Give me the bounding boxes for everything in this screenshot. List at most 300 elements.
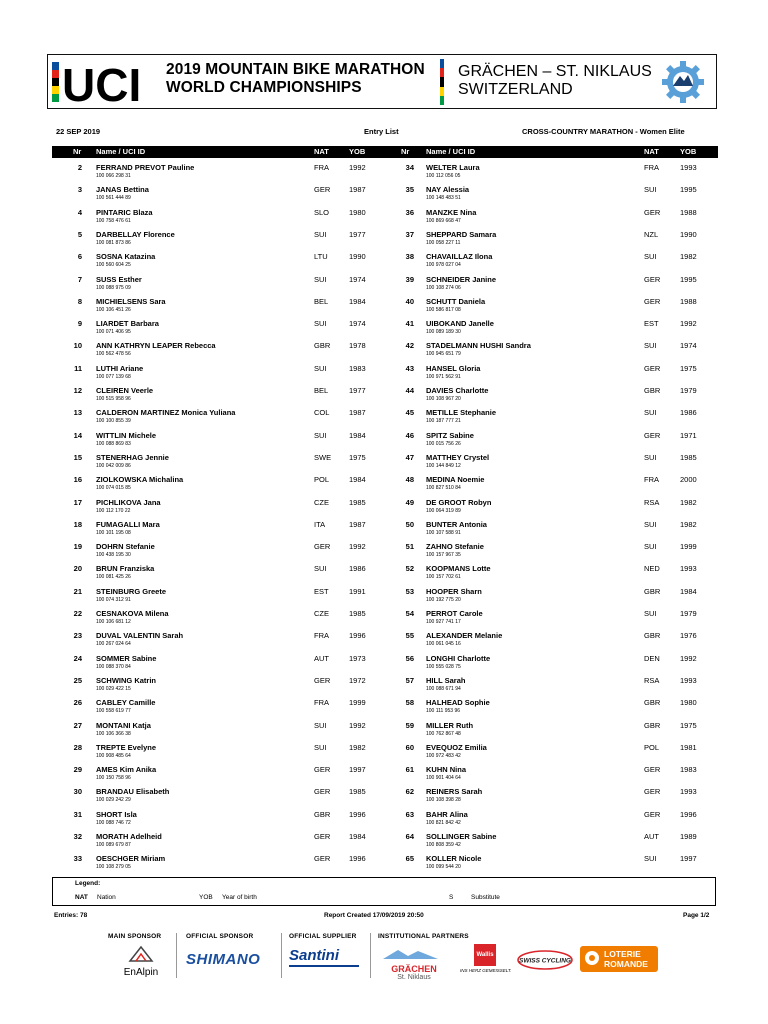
table-row bbox=[0, 784, 768, 806]
entry-number: 37 bbox=[405, 229, 414, 239]
uci-id: 100 099 544 20 bbox=[426, 864, 461, 871]
year-of-birth: 1984 bbox=[349, 296, 366, 306]
rider-name: UIBOKAND Janelle bbox=[426, 319, 494, 329]
year-of-birth: 1974 bbox=[349, 274, 366, 284]
institutional-partners-heading: INSTITUTIONAL PARTNERS bbox=[378, 933, 469, 940]
entry-number: 6 bbox=[77, 252, 82, 262]
rider-name: MEDINA Noemie bbox=[426, 475, 485, 485]
entry-number: 50 bbox=[405, 519, 414, 529]
uci-id: 100 064 319 89 bbox=[426, 507, 461, 514]
year-of-birth: 1984 bbox=[349, 430, 366, 440]
legend-box bbox=[52, 877, 716, 906]
year-of-birth: 1989 bbox=[680, 832, 697, 841]
entry-number: 29 bbox=[73, 765, 82, 775]
year-of-birth: 1973 bbox=[349, 653, 366, 663]
nation: SUI bbox=[644, 341, 657, 351]
nation: GER bbox=[644, 296, 661, 306]
uci-id: 100 106 451 26 bbox=[96, 306, 131, 313]
year-of-birth: 1977 bbox=[349, 386, 366, 395]
entry-number: 18 bbox=[73, 519, 82, 529]
uci-id: 100 586 817 08 bbox=[426, 306, 461, 313]
rider-name: TREPTE Evelyne bbox=[96, 742, 157, 752]
rider-name: DUVAL VALENTIN Sarah bbox=[96, 631, 184, 641]
uci-id: 100 107 588 91 bbox=[426, 529, 461, 536]
uci-id: 100 187 777 21 bbox=[426, 418, 461, 425]
uci-id: 100 077 139 68 bbox=[96, 373, 131, 380]
col-nr: Nr bbox=[401, 147, 410, 156]
entry-number: 3 bbox=[77, 185, 82, 195]
entry-number: 64 bbox=[405, 832, 414, 841]
uci-id: 100 108 274 06 bbox=[426, 284, 461, 291]
uci-id: 100 015 756 26 bbox=[426, 440, 461, 447]
table-row bbox=[0, 517, 768, 539]
nation: GBR bbox=[644, 698, 661, 708]
nation: SUI bbox=[644, 408, 657, 418]
year-of-birth: 1983 bbox=[680, 765, 697, 775]
uci-id: 100 927 741 17 bbox=[426, 619, 461, 625]
nation: GER bbox=[644, 363, 661, 373]
entry-number: 7 bbox=[77, 274, 82, 284]
rider-name: MILLER Ruth bbox=[426, 720, 474, 730]
uci-id: 100 901 404 64 bbox=[426, 775, 461, 782]
rider-name: ZAHNO Stefanie bbox=[426, 542, 484, 552]
rider-name: BAHR Alina bbox=[426, 809, 468, 819]
rider-name: HOOPER Sharn bbox=[426, 586, 482, 596]
year-of-birth: 1993 bbox=[680, 787, 697, 797]
year-of-birth: 1993 bbox=[680, 163, 697, 172]
nation: SUI bbox=[314, 274, 327, 284]
rider-name: SOLLINGER Sabine bbox=[426, 832, 497, 841]
rider-name: MONTANI Katja bbox=[96, 720, 151, 730]
entry-number: 33 bbox=[73, 854, 82, 864]
entry-number: 8 bbox=[77, 296, 82, 306]
nation: SUI bbox=[644, 185, 657, 195]
rider-name: WELTER Laura bbox=[426, 163, 480, 172]
year-of-birth: 1986 bbox=[680, 408, 697, 418]
rider-name: CALDERON MARTINEZ Monica Yuliana bbox=[96, 408, 236, 418]
uci-id: 100 088 869 83 bbox=[96, 440, 131, 447]
uci-id: 100 112 170 22 bbox=[96, 507, 131, 514]
rider-name: MICHIELSENS Sara bbox=[96, 296, 166, 306]
championship-title-line2: WORLD CHAMPIONSHIPS bbox=[166, 79, 362, 96]
table-row bbox=[0, 316, 768, 338]
grachen-subtext: St. Niklaus bbox=[397, 974, 431, 981]
year-of-birth: 1984 bbox=[349, 475, 366, 485]
entry-number: 2 bbox=[77, 163, 82, 172]
year-of-birth: 1990 bbox=[680, 229, 697, 239]
entry-number: 65 bbox=[405, 854, 414, 864]
report-created: Report Created 17/09/2019 20:50 bbox=[324, 912, 424, 919]
rider-name: HILL Sarah bbox=[426, 675, 466, 685]
entry-number: 14 bbox=[73, 430, 82, 440]
entry-number: 31 bbox=[73, 809, 82, 819]
nation: LTU bbox=[314, 252, 328, 262]
rider-name: HALHEAD Sophie bbox=[426, 698, 490, 708]
entry-number: 52 bbox=[405, 564, 414, 574]
rider-name: PERROT Carole bbox=[426, 609, 483, 618]
entry-number: 63 bbox=[405, 809, 414, 819]
championship-title bbox=[166, 61, 425, 97]
nation: FRA bbox=[314, 631, 329, 641]
nation: NED bbox=[644, 564, 660, 574]
year-of-birth: 1996 bbox=[349, 854, 366, 864]
rider-name: MANZKE Nina bbox=[426, 207, 477, 217]
year-of-birth: 1983 bbox=[349, 363, 366, 373]
rider-name: MORATH Adelheid bbox=[96, 832, 162, 841]
table-row bbox=[0, 160, 768, 182]
official-sponsor-heading: OFFICIAL SPONSOR bbox=[186, 933, 254, 940]
loterie-circle-icon bbox=[585, 951, 599, 965]
nation: SUI bbox=[644, 609, 657, 618]
uci-id: 100 088 370 84 bbox=[96, 663, 131, 670]
entry-number: 36 bbox=[405, 207, 414, 217]
table-row bbox=[0, 205, 768, 227]
col-nat: NAT bbox=[314, 147, 329, 156]
legend-s-text: Substitute bbox=[471, 894, 500, 901]
nation: GBR bbox=[644, 720, 661, 730]
nation: GER bbox=[314, 675, 331, 685]
uci-id: 100 821 842 42 bbox=[426, 819, 461, 826]
nation: CZE bbox=[314, 609, 329, 618]
legend-title: Legend: bbox=[75, 880, 101, 887]
uci-id: 100 762 867 48 bbox=[426, 730, 461, 737]
legend-nat-code: NAT bbox=[75, 894, 88, 901]
table-row bbox=[0, 338, 768, 360]
year-of-birth: 1975 bbox=[680, 720, 697, 730]
year-of-birth: 1974 bbox=[680, 341, 697, 351]
main-sponsor-heading: MAIN SPONSOR bbox=[108, 933, 162, 940]
col-name: Name / UCI ID bbox=[96, 147, 146, 156]
wallis-logo bbox=[460, 944, 512, 978]
rider-name: CHAVAILLAZ Ilona bbox=[426, 252, 493, 262]
uci-id: 100 106 366 38 bbox=[96, 730, 131, 737]
uci-id: 100 561 444 89 bbox=[96, 195, 131, 202]
rider-name: MATTHEY Crystel bbox=[426, 452, 490, 462]
sponsor-divider bbox=[370, 933, 371, 978]
nation: FRA bbox=[644, 163, 659, 172]
table-row bbox=[0, 294, 768, 316]
nation: RSA bbox=[644, 497, 660, 507]
rider-name: STENERHAG Jennie bbox=[96, 452, 169, 462]
loterie-romande-logo bbox=[580, 946, 658, 972]
uci-id: 100 042 009 86 bbox=[96, 462, 131, 469]
uci-id: 100 808 359 42 bbox=[426, 842, 461, 848]
entry-number: 46 bbox=[405, 430, 414, 440]
table-row bbox=[0, 762, 768, 784]
uci-id: 100 945 651 79 bbox=[426, 351, 461, 358]
year-of-birth: 1981 bbox=[680, 742, 697, 752]
rainbow-stripe bbox=[440, 59, 444, 105]
table-row bbox=[0, 361, 768, 383]
nation: GER bbox=[644, 207, 661, 217]
entry-number: 12 bbox=[73, 386, 82, 395]
entry-number: 9 bbox=[77, 319, 82, 329]
nation: GBR bbox=[314, 341, 331, 351]
entry-number: 55 bbox=[405, 631, 414, 641]
nation: SUI bbox=[314, 430, 327, 440]
uci-id: 100 081 873 86 bbox=[96, 239, 131, 246]
year-of-birth: 1974 bbox=[349, 319, 366, 329]
col-yob: YOB bbox=[349, 147, 366, 156]
uci-logo bbox=[52, 60, 160, 104]
rider-name: WITTLIN Michele bbox=[96, 430, 156, 440]
table-row bbox=[0, 472, 768, 494]
table-row bbox=[0, 695, 768, 717]
swiss-cycling-ring-icon bbox=[516, 950, 574, 970]
nation: GER bbox=[314, 787, 331, 797]
year-of-birth: 1971 bbox=[680, 430, 697, 440]
event-banner bbox=[47, 54, 717, 109]
uci-id: 100 071 406 95 bbox=[96, 329, 131, 336]
entry-number: 47 bbox=[405, 452, 414, 462]
wallis-slogan: INS HERZ GEMEISSELT. bbox=[460, 968, 512, 973]
nation: GER bbox=[314, 542, 331, 552]
championship-title-line1: 2019 MOUNTAIN BIKE MARATHON bbox=[166, 61, 425, 78]
uci-id: 100 869 668 47 bbox=[426, 217, 461, 224]
uci-id: 100 148 483 51 bbox=[426, 195, 461, 202]
year-of-birth: 1999 bbox=[680, 542, 697, 552]
entry-number: 49 bbox=[405, 497, 414, 507]
entry-number: 38 bbox=[405, 252, 414, 262]
entry-number: 32 bbox=[73, 832, 82, 841]
entry-number: 17 bbox=[73, 497, 82, 507]
entry-number: 4 bbox=[77, 207, 82, 217]
uci-id: 100 157 967 35 bbox=[426, 552, 461, 559]
nation: CZE bbox=[314, 497, 329, 507]
uci-id: 100 112 056 05 bbox=[426, 173, 461, 179]
rider-name: SHORT Isla bbox=[96, 809, 137, 819]
nation: FRA bbox=[314, 163, 329, 172]
uci-id: 100 089 679 87 bbox=[96, 842, 131, 848]
uci-id: 100 192 775 20 bbox=[426, 596, 461, 603]
entry-number: 27 bbox=[73, 720, 82, 730]
uci-id: 100 029 242 29 bbox=[96, 797, 131, 804]
uci-id: 100 074 312 91 bbox=[96, 596, 131, 603]
table-row bbox=[0, 539, 768, 561]
nation: GBR bbox=[644, 631, 661, 641]
entry-number: 25 bbox=[73, 675, 82, 685]
col-yob: YOB bbox=[680, 147, 697, 156]
nation: GER bbox=[644, 787, 661, 797]
nation: SUI bbox=[314, 319, 327, 329]
table-row bbox=[0, 405, 768, 427]
rider-name: ALEXANDER Melanie bbox=[426, 631, 503, 641]
year-of-birth: 1982 bbox=[680, 497, 697, 507]
rider-name: LIARDET Barbara bbox=[96, 319, 159, 329]
page-number: Page 1/2 bbox=[683, 912, 710, 919]
legend-nat-text: Nation bbox=[97, 894, 116, 901]
entry-number: 20 bbox=[73, 564, 82, 574]
year-of-birth: 1988 bbox=[680, 207, 697, 217]
table-row bbox=[0, 651, 768, 673]
col-nr: Nr bbox=[73, 147, 82, 156]
entry-number: 10 bbox=[73, 341, 82, 351]
legend-yob-code: YOB bbox=[199, 894, 213, 901]
nation: GER bbox=[644, 765, 661, 775]
entries-count: Entries: 78 bbox=[54, 912, 88, 919]
entry-number: 57 bbox=[405, 675, 414, 685]
nation: COL bbox=[314, 408, 330, 418]
official-supplier-heading: OFFICIAL SUPPLIER bbox=[289, 933, 357, 940]
year-of-birth: 1982 bbox=[680, 252, 697, 262]
rider-name: BUNTER Antonia bbox=[426, 519, 487, 529]
nation: SUI bbox=[314, 229, 327, 239]
year-of-birth: 1996 bbox=[349, 631, 366, 641]
year-of-birth: 1979 bbox=[680, 386, 697, 395]
col-name: Name / UCI ID bbox=[426, 147, 476, 156]
santini-text: Santini bbox=[289, 947, 340, 964]
rider-name: KUHN Nina bbox=[426, 765, 467, 775]
uci-id: 100 111 953 96 bbox=[426, 708, 461, 715]
rider-name: LONGHI Charlotte bbox=[426, 653, 491, 663]
year-of-birth: 1988 bbox=[680, 296, 697, 306]
year-of-birth: 1997 bbox=[680, 854, 697, 864]
nation: SUI bbox=[644, 252, 657, 262]
uci-id: 100 560 604 25 bbox=[96, 262, 131, 269]
table-row bbox=[0, 249, 768, 271]
table-row bbox=[0, 383, 768, 405]
year-of-birth: 1996 bbox=[680, 809, 697, 819]
rider-name: SOMMER Sabine bbox=[96, 653, 157, 663]
entry-number: 42 bbox=[405, 341, 414, 351]
entry-number: 19 bbox=[73, 542, 82, 552]
grachen-mountain-icon bbox=[378, 949, 448, 959]
rider-name: AMES Kim Anika bbox=[96, 765, 157, 775]
santini-underline bbox=[289, 965, 359, 967]
rider-name: PINTARIC Blaza bbox=[96, 207, 153, 217]
gear-mountain-icon bbox=[660, 61, 706, 103]
table-row bbox=[0, 495, 768, 517]
uci-id: 100 562 478 56 bbox=[96, 351, 131, 358]
uci-id: 100 150 758 96 bbox=[96, 775, 131, 782]
entry-number: 48 bbox=[405, 475, 414, 485]
entry-number: 62 bbox=[405, 787, 414, 797]
location-line2: SWITZERLAND bbox=[458, 81, 573, 98]
uci-id: 100 058 227 11 bbox=[426, 239, 461, 246]
year-of-birth: 1993 bbox=[680, 675, 697, 685]
sponsor-divider bbox=[281, 933, 282, 978]
nation: NZL bbox=[644, 229, 659, 239]
rider-name: SOSNA Katazina bbox=[96, 252, 156, 262]
nation: AUT bbox=[644, 832, 659, 841]
entry-number: 58 bbox=[405, 698, 414, 708]
nation: GER bbox=[314, 185, 331, 195]
year-of-birth: 1985 bbox=[349, 609, 366, 618]
uci-id: 100 157 702 61 bbox=[426, 574, 461, 581]
loterie-line2: ROMANDE bbox=[604, 959, 648, 969]
nation: SLO bbox=[314, 207, 330, 217]
uci-id: 100 908 485 64 bbox=[96, 752, 131, 759]
entry-number: 22 bbox=[73, 609, 82, 618]
entry-number: 41 bbox=[405, 319, 414, 329]
year-of-birth: 1985 bbox=[680, 452, 697, 462]
nation: GER bbox=[644, 809, 661, 819]
nation: GBR bbox=[644, 386, 661, 395]
table-row bbox=[0, 428, 768, 450]
nation: DEN bbox=[644, 653, 660, 663]
uci-id: 100 972 483 42 bbox=[426, 752, 461, 759]
entry-number: 53 bbox=[405, 586, 414, 596]
legend-s-code: S bbox=[449, 894, 454, 901]
year-of-birth: 1980 bbox=[349, 207, 366, 217]
uci-id: 100 108 398 28 bbox=[426, 797, 461, 804]
entry-number: 28 bbox=[73, 742, 82, 752]
year-of-birth: 1985 bbox=[349, 497, 366, 507]
nation: GER bbox=[644, 274, 661, 284]
year-of-birth: 1986 bbox=[349, 564, 366, 574]
rider-name: STEINBURG Greete bbox=[96, 586, 167, 596]
nation: EST bbox=[314, 586, 329, 596]
nation: FRA bbox=[314, 698, 329, 708]
uci-id: 100 144 849 12 bbox=[426, 462, 461, 469]
nation: SUI bbox=[314, 742, 327, 752]
rider-name: SUSS Esther bbox=[96, 274, 142, 284]
entry-number: 26 bbox=[73, 698, 82, 708]
entry-number: 35 bbox=[405, 185, 414, 195]
entry-number: 16 bbox=[73, 475, 82, 485]
uci-id: 100 758 476 61 bbox=[96, 217, 131, 224]
legend-yob-text: Year of birth bbox=[222, 894, 257, 901]
uci-id: 100 827 510 84 bbox=[426, 485, 461, 492]
year-of-birth: 1987 bbox=[349, 185, 366, 195]
nation: SUI bbox=[644, 519, 657, 529]
entry-number: 30 bbox=[73, 787, 82, 797]
year-of-birth: 1982 bbox=[349, 742, 366, 752]
nation: GER bbox=[314, 765, 331, 775]
nation: SUI bbox=[314, 720, 327, 730]
entry-number: 34 bbox=[405, 163, 414, 172]
table-row bbox=[0, 227, 768, 249]
entry-number: 54 bbox=[405, 609, 414, 618]
rider-name: LUTHI Ariane bbox=[96, 363, 144, 373]
year-of-birth: 1980 bbox=[680, 698, 697, 708]
rider-name: PICHLIKOVA Jana bbox=[96, 497, 161, 507]
year-of-birth: 1993 bbox=[680, 564, 697, 574]
nation: SUI bbox=[644, 542, 657, 552]
year-of-birth: 1990 bbox=[349, 252, 366, 262]
rider-name: DARBELLAY Florence bbox=[96, 229, 175, 239]
year-of-birth: 1972 bbox=[349, 675, 366, 685]
year-of-birth: 1978 bbox=[349, 341, 366, 351]
rider-name: METILLE Stephanie bbox=[426, 408, 497, 418]
nation: EST bbox=[644, 319, 659, 329]
entry-number: 15 bbox=[73, 452, 82, 462]
uci-id: 100 267 024 64 bbox=[96, 641, 131, 648]
year-of-birth: 1975 bbox=[349, 452, 366, 462]
uci-id: 100 108 279 05 bbox=[96, 864, 131, 871]
rider-name: FERRAND PREVOT Pauline bbox=[96, 163, 195, 172]
grachen-logo bbox=[378, 946, 450, 981]
year-of-birth: 1987 bbox=[349, 519, 366, 529]
table-row bbox=[0, 182, 768, 204]
enalpin-logo bbox=[116, 945, 166, 978]
table-row bbox=[0, 851, 768, 873]
year-of-birth: 1985 bbox=[349, 787, 366, 797]
entry-number: 23 bbox=[73, 631, 82, 641]
entry-number: 13 bbox=[73, 408, 82, 418]
table-row bbox=[0, 673, 768, 695]
rider-name: CABLEY Camille bbox=[96, 698, 156, 708]
year-of-birth: 1999 bbox=[349, 698, 366, 708]
swiss-cycling-text: SWISS CYCLING bbox=[518, 957, 572, 965]
uci-id: 100 108 967 20 bbox=[426, 396, 461, 402]
nation: FRA bbox=[644, 475, 659, 485]
uci-id: 100 088 746 72 bbox=[96, 819, 131, 826]
swiss-cycling-logo bbox=[516, 950, 574, 970]
rider-name: DOHRN Stefanie bbox=[96, 542, 155, 552]
entry-number: 56 bbox=[405, 653, 414, 663]
nation: GER bbox=[644, 430, 661, 440]
